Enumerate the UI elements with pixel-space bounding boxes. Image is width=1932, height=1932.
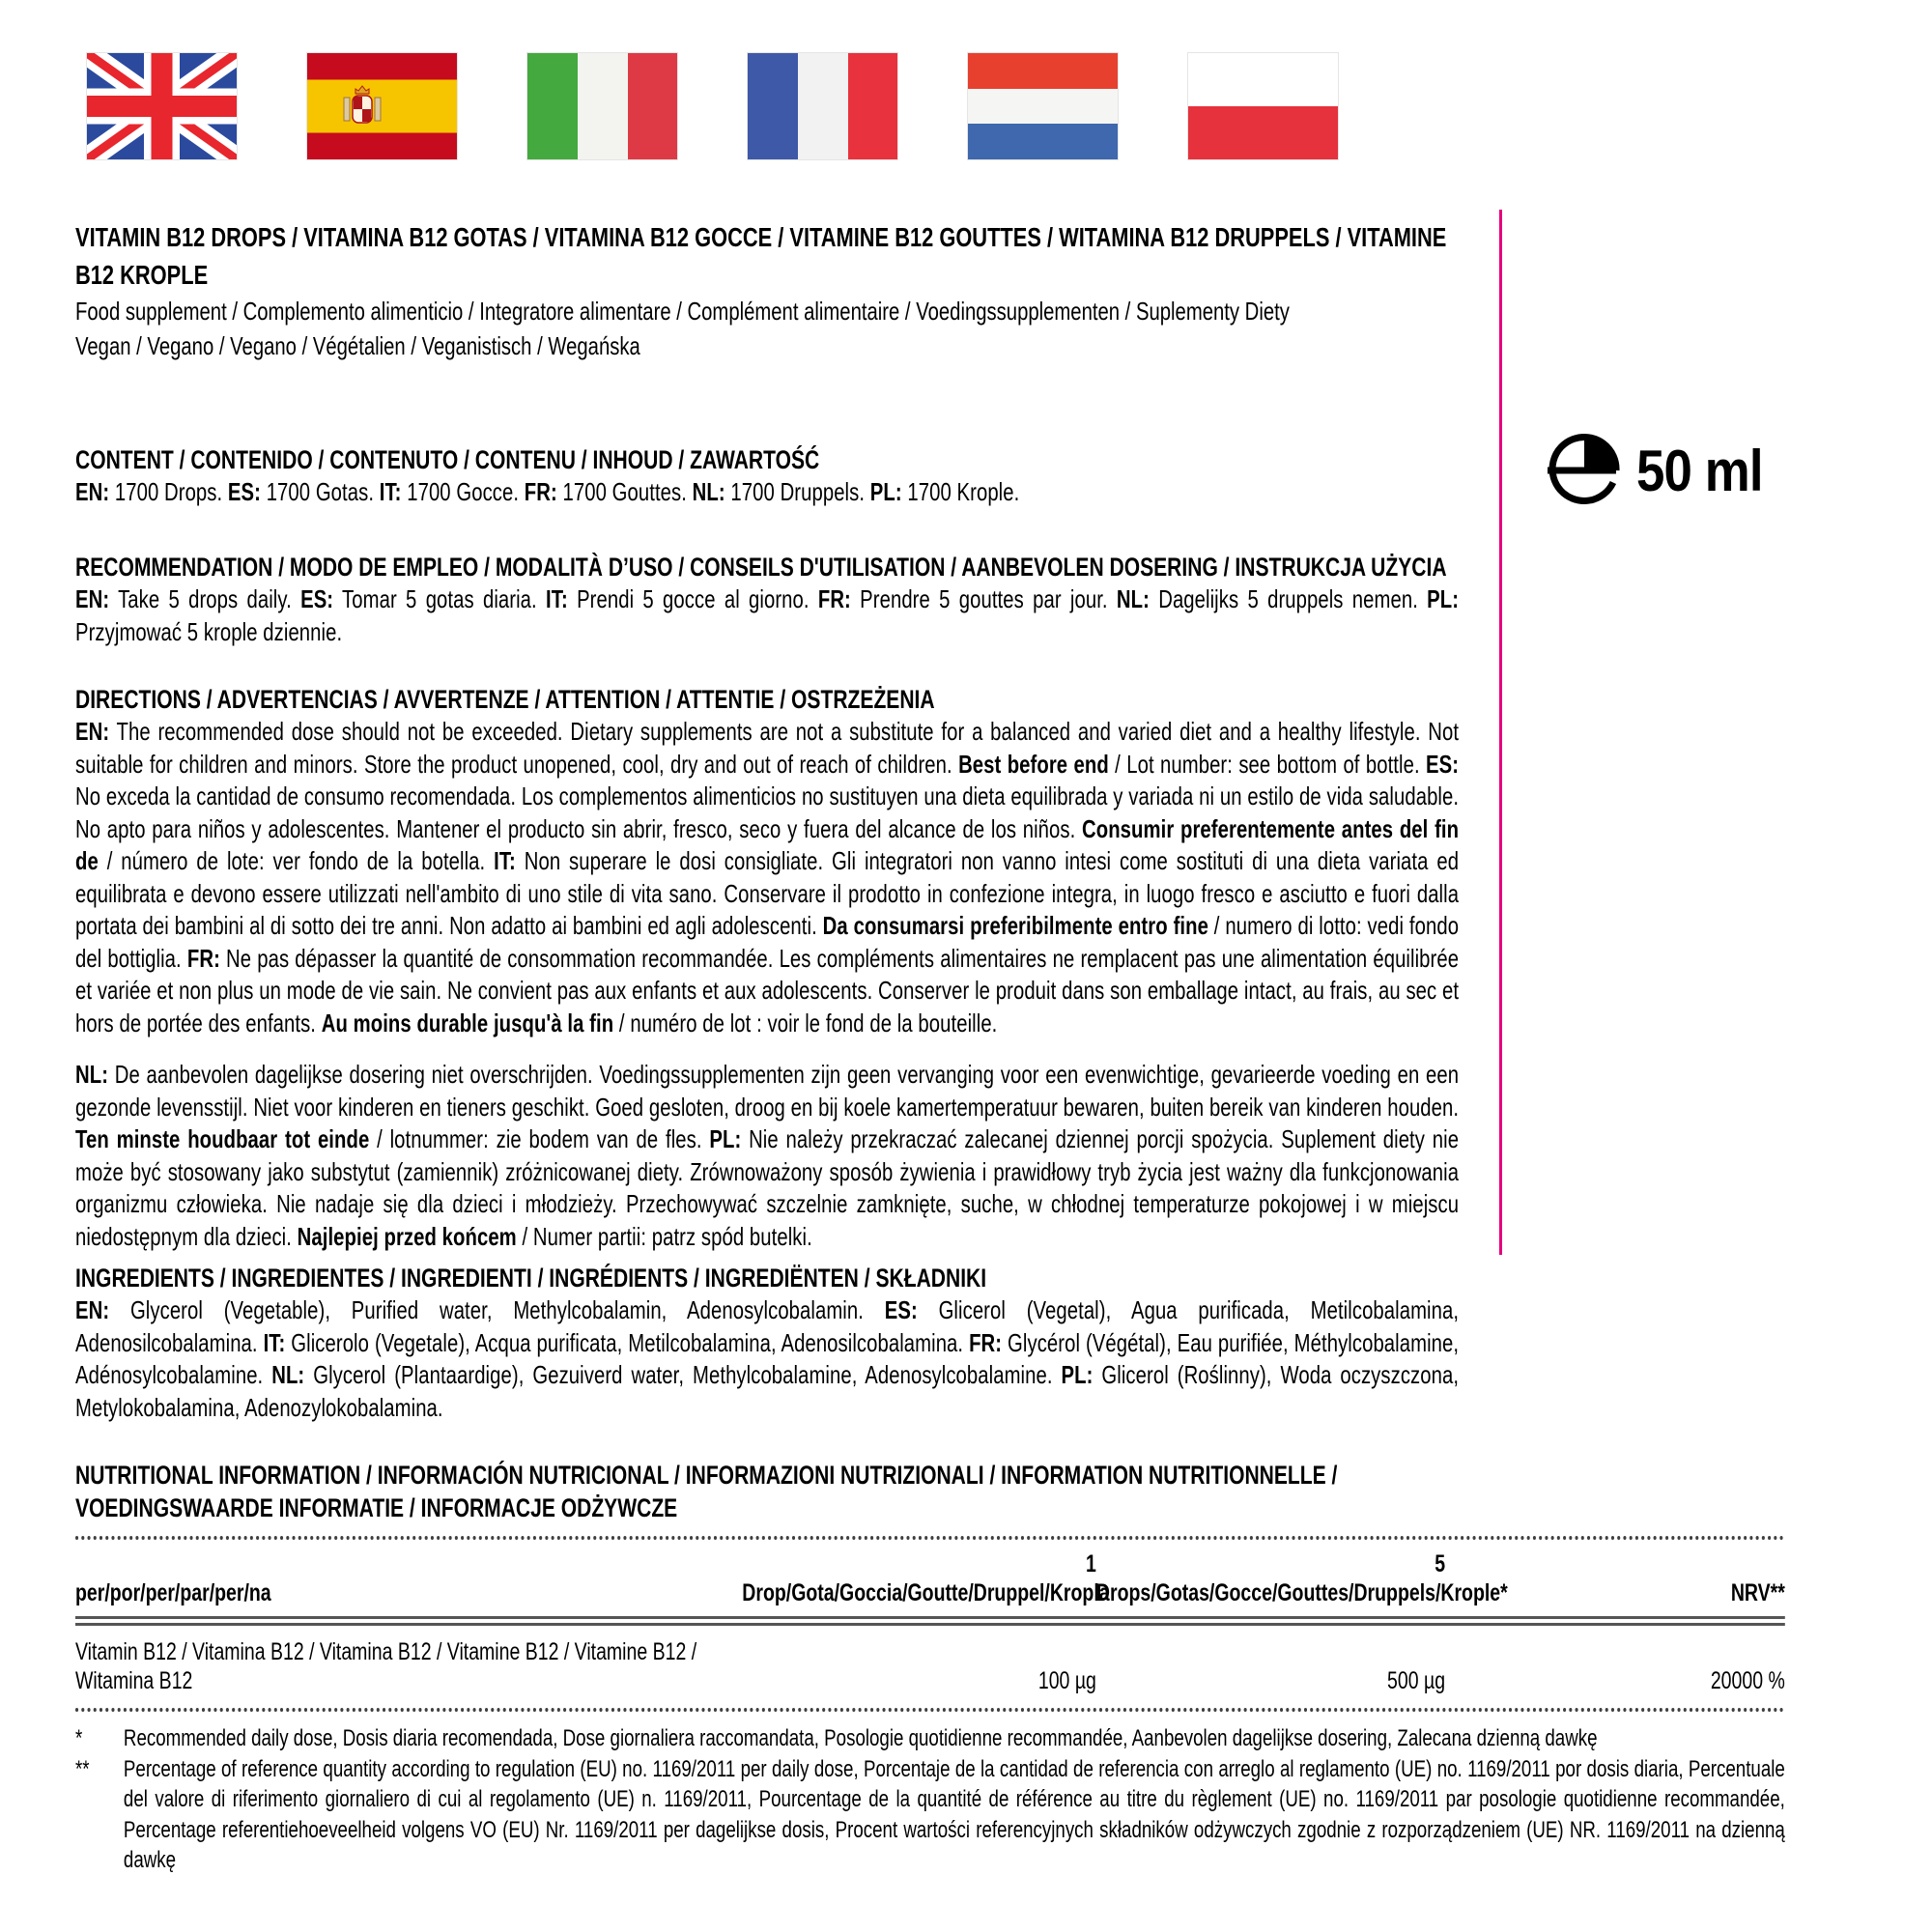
content-section	[75, 443, 1459, 509]
cell-per-drop: 100 µg	[1037, 1667, 1096, 1694]
footnote-daily-dose	[75, 1723, 1785, 1754]
recommendation-section	[75, 551, 1459, 648]
cell-nutrient: Vitamin B12 / Vitamina B12 / Vitamina B12 / Vitamine B12 / Vitamine B12 / Witamina B12	[75, 1638, 697, 1694]
title-block	[75, 218, 1459, 363]
directions-paragraph-1: EN: The recommended dose should not be exceeded. Dietary supplements are not a substitute for a balanced and varied diet and a healthy lifestyle. Not suitable for children and minors. Store the product unopened, cool, dry and out of reach of children. Best before end / Lot number: see bottom of bottle. ES: No exceda la cantidad de consumo recomendada. Los complementos alimenticios no sustituyen una dieta equilibrada y variada ni un estilo de vida saludable. No apto para niños y adolescentes. Mantener el producto sin abrir, fresco, seco y fuera del alcance de los niños. Consumir preferentemente antes del fin de / número de lote: ver fondo de la botella. IT: Non superare le dosi consigliate. Gli integratori non vanno intesi come sostituti di una dieta variata ed equilibrata e devono essere utilizzati nell'ambito di uno stile di vita sano. Conservare il prodotto in confezione integra, in luogo fresco e asciutto e fuori dalla portata dei bambini al di sotto dei tre anni. Non adatto ai bambini ed agli adolescenti. Da consumarsi preferibilmente entro fine / numero di lotto: vedi fondo del bottiglia. FR: Ne pas dépasser la quantité de consommation recommandée. Les compléments alimentaires ne remplacent pas une alimentation équilibrée et variée et non plus un mode de vie sain. Ne convient pas aux enfants et aux adolescents. Conserver le produit dans son emballage intact, au frais, au sec et hors de portée des enfants. Au moins durable jusqu'à la fin / numéro de lot : voir le fond de la bouteille.	[75, 717, 1460, 1037]
flags-row	[87, 53, 1338, 159]
flag-france-icon	[748, 53, 897, 159]
recommendation-body: EN: Take 5 drops daily. ES: Tomar 5 gotas diaria. IT: Prendi 5 gocce al giorno. FR: Prendre 5 gouttes par jour. NL: Dagelijks 5 druppels nemen. PL: Przyjmować 5 krople dziennie.	[75, 584, 1460, 646]
content-heading: CONTENT / CONTENIDO / CONTENUTO / CONTENU / INHOUD / ZAWARTOŚĆ	[75, 445, 820, 474]
footnote-text: Recommended daily dose, Dosis diaria recomendada, Dose giornaliera raccomandata, Posologie quotidienne recommandée, Aanbevolen dagelijkse dosering, Zalecana dzienną dawkę	[123, 1725, 1598, 1751]
subtitle-supplement: Food supplement / Complemento alimenticio / Integratore alimentare / Complément alimentaire / Voedingssupplementen / Suplementy Diety	[75, 297, 1290, 326]
estimated-quantity-mark	[1542, 431, 1779, 510]
product-title: VITAMIN B12 DROPS / VITAMINA B12 GOTAS / VITAMINA B12 GOCCE / VITAMINE B12 GOUTTES / WITAMINA B12 DRUPPELS / VITAMINE B12 KROPLE	[75, 222, 1447, 290]
flag-poland-icon	[1188, 53, 1338, 159]
flag-italy-icon	[527, 53, 677, 159]
content-body: EN: 1700 Drops. ES: 1700 Gotas. IT: 1700 Gocce. FR: 1700 Gouttes. NL: 1700 Druppels. PL: 1700 Krople.	[75, 477, 1020, 506]
column-header-per: per/por/per/par/per/na	[75, 1579, 271, 1606]
estimated-sign-icon	[1542, 431, 1627, 510]
column-header-nrv: NRV**	[1730, 1579, 1785, 1606]
recommendation-heading: RECOMMENDATION / MODO DE EMPLEO / MODALITÀ D’USO / CONSEILS D'UTILISATION / AANBEVOLEN DOSERING / INSTRUKCJA UŻYCIA	[75, 553, 1447, 582]
nutrition-heading: NUTRITIONAL INFORMATION / INFORMACIÓN NUTRICIONAL / INFORMAZIONI NUTRIZIONALI / INFORMATION NUTRITIONNELLE / VOEDINGSWAARDE INFORMATIE / INFORMACJE ODŻYWCZE	[75, 1461, 1338, 1522]
print-mark-line	[1499, 210, 1502, 1255]
divider-double	[75, 1616, 1785, 1626]
net-volume: 50 ml	[1636, 438, 1763, 503]
ingredients-heading: INGREDIENTS / INGREDIENTES / INGREDIENTI / INGRÉDIENTS / INGREDIËNTEN / SKŁADNIKI	[75, 1264, 987, 1293]
flag-netherlands-icon	[968, 53, 1118, 159]
flag-united-kingdom-icon	[87, 53, 237, 159]
cell-per-5-drops: 500 µg	[1387, 1667, 1446, 1694]
nutrition-section	[75, 1459, 1785, 1876]
footnote-marker: *	[75, 1725, 83, 1751]
directions-heading: DIRECTIONS / ADVERTENCIAS / AVVERTENZE / ATTENTION / ATTENTIE / OSTRZEŻENIA	[75, 685, 935, 714]
footnote-marker: **	[75, 1755, 90, 1782]
footnotes	[75, 1723, 1785, 1876]
column-header-5-drops: 5 Drops/Gotas/Gocce/Gouttes/Druppels/Krople*	[1095, 1550, 1508, 1606]
footnote-text: Percentage of reference quantity according to regulation (EU) no. 1169/2011 per daily dose, Porcentaje de la cantidad de referencia con arreglo al reglamento (UE) no. 1169/2011 por dosis diaria, Percentuale del valore di riferimento giornaliero di cui al regolamento (UE) n. 1169/2011, Pourcentage de la quantité de référence au titre du règlement (UE) no. 1169/2011 par posologie quotidienne recommandée, Percentage referentiehoeveelheid volgens VO (EU) Nr. 1169/2011 per dagelijkse dosis, Procent wartości referencyjnych składników odżywczych zgodnie z rozporządzeniem (UE) NR. 1169/2011 na dzienną dawkę	[123, 1755, 1785, 1873]
footnote-nrv-regulation	[75, 1754, 1785, 1876]
subtitle-vegan: Vegan / Vegano / Vegano / Végétalien / Veganistisch / Wegańska	[75, 331, 640, 360]
ingredients-body: EN: Glycerol (Vegetable), Purified water, Methylcobalamin, Adenosylcobalamin. ES: Glicerol (Vegetal), Agua purificada, Metilcobalamina, Adenosilcobalamina. IT: Glicerolo (Vegetale), Acqua purificata, Metilcobalamina, Adenosilcobalamina. FR: Glycérol (Végétal), Eau purifiée, Méthylcobalamine, Adénosylcobalamine. NL: Glycerol (Plantaardige), Gezuiverd water, Methylcobalamine, Adenosylcobalamine. PL: Glicerol (Roślinny), Woda oczyszczona, Metylokobalamina, Adenozylokobalamina.	[75, 1295, 1460, 1422]
nutrition-table-header	[75, 1540, 1785, 1616]
directions-section	[75, 683, 1459, 1253]
directions-paragraph-2: NL: De aanbevolen dagelijkse dosering niet overschrijden. Voedingssupplementen zijn geen vervanging voor een evenwichtige, gevarieerde voeding en een gezonde levensstijl. Niet voor kinderen en tieners geschikt. Goed gesloten, droog en bij koele kamertemperatuur bewaren, buiten bereik van kinderen houden. Ten minste houdbaar tot einde / lotnummer: zie bodem van de fles. PL: Nie należy przekraczać zalecanej dziennej porcji spożycia. Suplement diety nie może być stosowany jako substytut (zamiennik) zróżnicowanej diety. Zrównoważony sposób żywienia i prawidłowy tryb życia jest ważny dla funkcjonowania organizmu człowieka. Nie nadaje się dla dzieci i młodzieży. Przechowywać szczelnie zamknięte, suche, w chłodnej temperaturze pokojowej i w miejscu niedostępnym dla dzieci. Najlepiej przed końcem / Numer partii: patrz spód butelki.	[75, 1060, 1460, 1251]
divider-dotted-bottom	[75, 1708, 1785, 1712]
column-header-1-drop: 1 Drop/Gota/Goccia/Goutte/Druppel/Kropla	[742, 1550, 1110, 1606]
cell-nrv: 20000 %	[1710, 1667, 1785, 1694]
flag-spain-icon	[307, 53, 457, 159]
ingredients-section	[75, 1262, 1459, 1424]
table-row	[75, 1626, 1785, 1708]
